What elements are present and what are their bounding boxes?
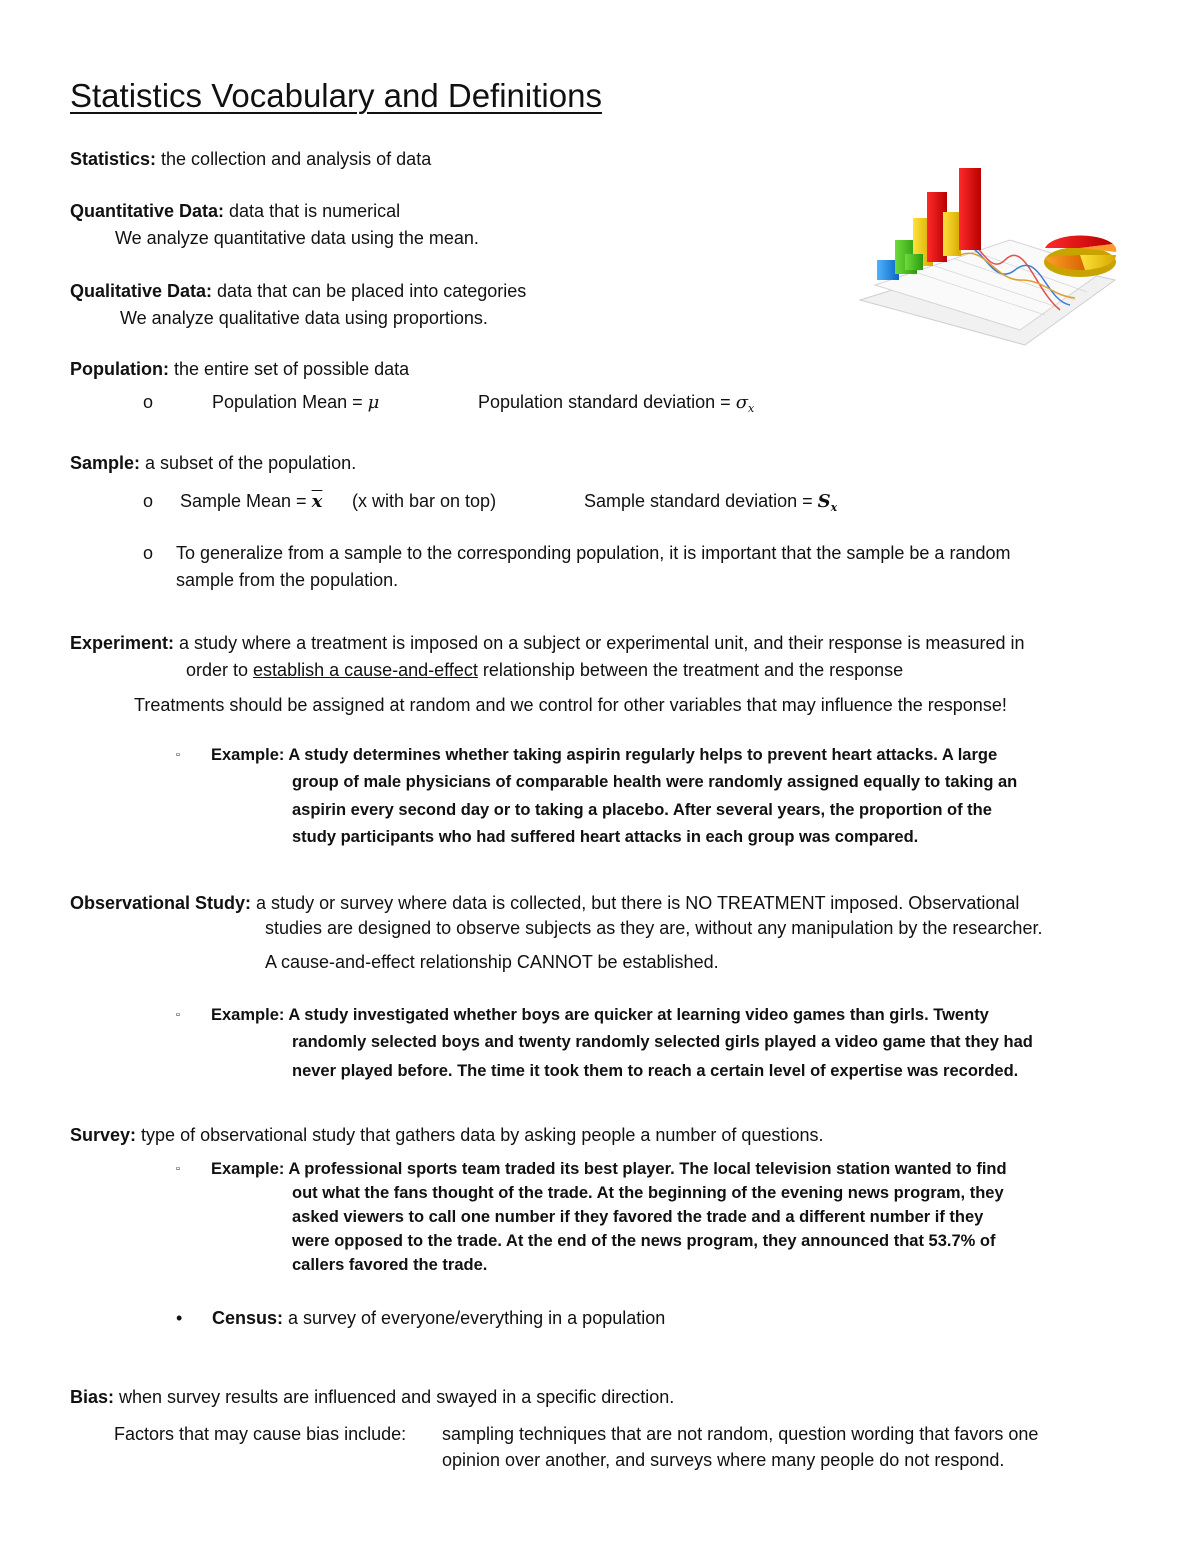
- definition-text: when survey results are influenced and swayed in a specific direction.: [114, 1387, 675, 1407]
- survey-definition: [70, 1124, 823, 1146]
- term-survey: Survey:: [70, 1125, 137, 1145]
- sigma-subscript: x: [747, 402, 755, 415]
- definition-text: type of observational study that gathers data by asking people a number of questions.: [136, 1125, 824, 1145]
- survey-example-line-4: were opposed to the trade. At the end of the news program, they announced that 53.7% of: [292, 1232, 996, 1250]
- example-text: A study determines whether taking aspirin regularly helps to prevent heart attacks. A large: [284, 746, 998, 764]
- statistics-definition: [70, 148, 431, 170]
- population-definition: [70, 358, 409, 380]
- experiment-definition-line-2: [186, 659, 903, 681]
- example-label: Example:: [211, 746, 285, 764]
- bias-factors-line-1: sampling techniques that are not random, question wording that favors one: [442, 1424, 1039, 1444]
- qualitative-note: We analyze qualitative data using proportions.: [120, 308, 488, 328]
- example-label: Example:: [211, 1160, 285, 1178]
- s-symbol: S: [817, 491, 831, 512]
- definition-text: the collection and analysis of data: [156, 149, 432, 169]
- x-bar-symbol: $\overline{x}$: [311, 491, 323, 512]
- qualitative-definition: [70, 280, 526, 302]
- bias-factors-line-2: opinion over another, and surveys where many people do not respond.: [442, 1450, 1005, 1470]
- bias-definition: [70, 1386, 674, 1408]
- definition-text: a subset of the population.: [140, 453, 357, 473]
- term-population: Population:: [70, 359, 169, 379]
- definition-text: relationship between the treatment and the response: [477, 660, 904, 680]
- term-census: Census:: [212, 1308, 284, 1328]
- survey-example-line-1: [211, 1158, 1007, 1180]
- sigma-symbol: σ: [735, 392, 748, 413]
- definition-text: a study where a treatment is imposed on a subject or experimental unit, and their response is measured in: [174, 633, 1025, 653]
- term-statistics: Statistics:: [70, 149, 157, 169]
- example-text: A study investigated whether boys are quicker at learning video games than girls. Twenty: [284, 1006, 989, 1024]
- term-experiment: Experiment:: [70, 633, 175, 653]
- example-label: Example:: [211, 1006, 285, 1024]
- definition-text: data that is numerical: [224, 201, 401, 221]
- experiment-example-line-2: group of male physicians of comparable health were randomly assigned equally to taking an: [292, 773, 1018, 791]
- term-observational-study: Observational Study:: [70, 893, 252, 913]
- square-bullet-icon: ▫: [176, 749, 180, 761]
- term-bias: Bias:: [70, 1387, 115, 1407]
- page-title: Statistics Vocabulary and Definitions: [70, 77, 602, 114]
- sample-mean-note: (x with bar on top): [352, 491, 497, 511]
- observational-example-line-2: randomly selected boys and twenty randomly selected girls played a video game that they had: [292, 1033, 1033, 1051]
- bullet-marker: o: [143, 392, 154, 412]
- observational-example-line-3: never played before. The time it took them to reach a certain level of expertise was recorded.: [292, 1062, 1019, 1080]
- sample-definition: [70, 452, 356, 474]
- term-quantitative: Quantitative Data:: [70, 201, 225, 221]
- population-sd: [478, 391, 754, 420]
- survey-example-line-5: callers favored the trade.: [292, 1256, 488, 1274]
- square-bullet-icon: ▫: [176, 1163, 180, 1175]
- mean-label: Population Mean =: [212, 392, 368, 412]
- survey-example-line-2: out what the fans thought of the trade. At the beginning of the evening news program, they: [292, 1184, 1004, 1202]
- term-qualitative: Qualitative Data:: [70, 281, 213, 301]
- bias-factors-label: Factors that may cause bias include:: [114, 1424, 407, 1444]
- sample-mean: [180, 490, 322, 513]
- sd-label: Population standard deviation =: [478, 392, 736, 412]
- mean-label: Sample Mean =: [180, 491, 312, 511]
- generalize-line-1: To generalize from a sample to the corresponding population, it is important that the sample be a random: [176, 543, 1011, 563]
- definition-text: a study or survey where data is collected, but there is NO TREATMENT imposed. Observational: [251, 893, 1020, 913]
- bullet-marker: o: [143, 491, 154, 511]
- example-text: A professional sports team traded its best player. The local television station wanted to find: [284, 1160, 1007, 1178]
- experiment-note: Treatments should be assigned at random and we control for other variables that may influence the response!: [134, 695, 1007, 715]
- s-subscript: x: [830, 501, 838, 514]
- definition-text: order to: [186, 660, 254, 680]
- definition-text: data that can be placed into categories: [212, 281, 527, 301]
- observational-definition: [70, 892, 1019, 914]
- survey-example-line-3: asked viewers to call one number if they favored the trade and a different number if they: [292, 1208, 984, 1226]
- experiment-example-line-3: aspirin every second day or to taking a placebo. After several years, the proportion of the: [292, 801, 992, 819]
- definition-text: a survey of everyone/everything in a population: [283, 1308, 666, 1328]
- bullet-marker: o: [143, 543, 154, 563]
- bullet-icon: •: [176, 1308, 183, 1328]
- experiment-example-line-1: [211, 744, 997, 766]
- square-bullet-icon: ▫: [176, 1009, 180, 1021]
- mu-symbol: μ: [367, 392, 380, 413]
- observational-definition-line-2: studies are designed to observe subjects as they are, without any manipulation by the researcher.: [265, 918, 1043, 938]
- quantitative-definition: [70, 200, 400, 222]
- cause-effect-underlined: establish a cause-and-effect: [253, 660, 478, 680]
- term-sample: Sample:: [70, 453, 141, 473]
- sd-label: Sample standard deviation =: [584, 491, 818, 511]
- definition-text: the entire set of possible data: [168, 359, 410, 379]
- observational-note: A cause-and-effect relationship CANNOT be established.: [265, 952, 719, 972]
- bar-chart-illustration: [855, 160, 1120, 350]
- census-definition: [212, 1307, 665, 1329]
- sample-sd: [584, 490, 837, 519]
- experiment-definition: [70, 632, 1024, 654]
- population-mean: [212, 391, 379, 414]
- quantitative-note: We analyze quantitative data using the mean.: [115, 228, 479, 248]
- generalize-line-2: sample from the population.: [176, 570, 399, 590]
- observational-example-line-1: [211, 1004, 989, 1026]
- experiment-example-line-4: study participants who had suffered heart attacks in each group was compared.: [292, 828, 919, 846]
